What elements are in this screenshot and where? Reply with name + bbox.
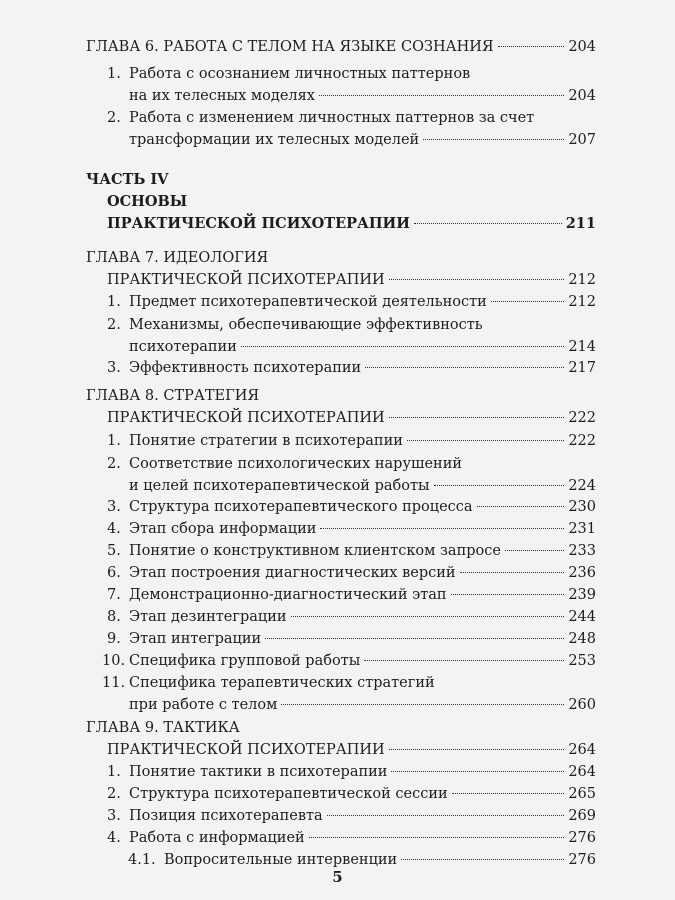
dot-leader xyxy=(477,506,565,507)
toc-entry-title: Механизмы, обеспечивающие эффективность xyxy=(129,317,483,333)
toc-entry xyxy=(107,291,596,313)
toc-entry-number: 1. xyxy=(107,764,121,780)
toc-entry-number: 7. xyxy=(107,587,121,603)
toc-entry-number: 11. xyxy=(102,675,126,691)
dot-leader xyxy=(407,440,564,441)
toc-entry-title: Структура психотерапевтической сессии xyxy=(129,786,448,802)
toc-entry-title: ПРАКТИЧЕСКОЙ ПСИХОТЕРАПИИ xyxy=(107,272,385,288)
dot-leader xyxy=(309,837,565,838)
toc-entry-page: 204 xyxy=(568,39,596,55)
toc-entry xyxy=(107,63,596,107)
toc-entry xyxy=(107,761,596,783)
toc-entry-title: ОСНОВЫ xyxy=(107,193,188,210)
toc-entry-page: 276 xyxy=(568,852,596,868)
toc-entry-page: 269 xyxy=(568,808,596,824)
dot-leader xyxy=(291,616,565,617)
toc-entry-page: 217 xyxy=(568,360,596,376)
toc-entry-title: ГЛАВА 7. ИДЕОЛОГИЯ xyxy=(86,250,269,266)
toc-entry-page: 212 xyxy=(568,272,596,288)
toc-entry-page: 224 xyxy=(568,478,596,494)
toc-entry-title: Позиция психотерапевта xyxy=(129,808,323,824)
toc-entry-title: Этап интеграции xyxy=(129,631,262,647)
dot-leader xyxy=(460,572,565,573)
toc-entry xyxy=(102,650,596,672)
toc-entry xyxy=(86,385,596,429)
toc-entry-page: 248 xyxy=(568,631,596,647)
toc-entry-title: Понятие стратегии в психотерапии xyxy=(129,433,403,449)
dot-leader xyxy=(451,594,565,595)
toc-entry xyxy=(86,169,596,191)
toc-entry-number: 8. xyxy=(107,609,121,625)
dot-leader xyxy=(319,95,564,96)
toc-entry-title: Предмет психотерапевтической деятельности xyxy=(129,294,487,310)
toc-entry xyxy=(107,827,596,849)
toc-entry-title: Структура психотерапевтического процесса xyxy=(129,499,473,515)
toc-entry-title: Демонстрационно-диагностический этап xyxy=(129,587,447,603)
toc-entry xyxy=(107,805,596,827)
toc-entry-title: Этап сбора информации xyxy=(129,521,317,537)
dot-leader xyxy=(498,46,565,47)
toc-entry-title: на их телесных моделях xyxy=(129,88,315,104)
toc-entry-page: 239 xyxy=(568,587,596,603)
toc-entry-number: 1. xyxy=(107,66,121,82)
toc-entry-page: 222 xyxy=(568,433,596,449)
dot-leader xyxy=(241,346,564,347)
toc-entry xyxy=(107,357,596,379)
toc-entry-title: ГЛАВА 9. ТАКТИКА xyxy=(86,720,240,736)
toc-entry-title: ГЛАВА 6. РАБОТА С ТЕЛОМ НА ЯЗЫКЕ СОЗНАНИЯ xyxy=(86,39,494,55)
toc-entry-title: ЧАСТЬ IV xyxy=(86,171,169,188)
toc-entry-number: 2. xyxy=(107,786,121,802)
toc-entry xyxy=(107,562,596,584)
toc-entry-title: ГЛАВА 8. СТРАТЕГИЯ xyxy=(86,388,260,404)
toc-entry-title: Этап построения диагностических версий xyxy=(129,565,456,581)
toc-entry-number: 2. xyxy=(107,110,121,126)
toc-entry-number: 1. xyxy=(107,294,121,310)
toc-entry-title: Работа с изменением личностных паттернов за счет xyxy=(129,110,535,126)
dot-leader xyxy=(365,367,564,368)
toc-entry-number: 3. xyxy=(107,360,121,376)
toc-entry xyxy=(107,430,596,452)
toc-entry-title: Эффективность психотерапии xyxy=(129,360,362,376)
toc-entry-number: 6. xyxy=(107,565,121,581)
toc-entry-title: Этап дезинтеграции xyxy=(129,609,287,625)
toc-entry xyxy=(86,717,596,761)
toc-entry xyxy=(107,314,596,358)
toc-entry-title: Специфика терапевтических стратегий xyxy=(129,675,435,691)
toc-entry-page: 265 xyxy=(568,786,596,802)
toc-entry-number: 4. xyxy=(107,521,121,537)
dot-leader xyxy=(389,749,565,750)
toc-entry xyxy=(107,107,596,151)
toc-entry-title: Вопросительные интервенции xyxy=(164,852,398,868)
toc-entry-number: 5. xyxy=(107,543,121,559)
toc-entry-number: 3. xyxy=(107,499,121,515)
dot-leader xyxy=(452,793,565,794)
dot-leader xyxy=(423,139,564,140)
toc-entry-page: 212 xyxy=(568,294,596,310)
toc-entry-number: 9. xyxy=(107,631,121,647)
dot-leader xyxy=(327,815,565,816)
dot-leader xyxy=(434,485,565,486)
toc-entry xyxy=(107,783,596,805)
toc-entry-page: 253 xyxy=(568,653,596,669)
toc-entry-title: Работа с осознанием личностных паттернов xyxy=(129,66,471,82)
toc-entry-page: 230 xyxy=(568,499,596,515)
toc-entry xyxy=(102,672,596,716)
dot-leader xyxy=(281,704,564,705)
toc-entry-number: 4.1. xyxy=(128,852,156,868)
toc-entry xyxy=(107,496,596,518)
toc-entry xyxy=(107,540,596,562)
toc-entry-number: 10. xyxy=(102,653,126,669)
toc-entry-title: Соответствие психологических нарушений xyxy=(129,456,463,472)
toc-entry-page: 264 xyxy=(568,742,596,758)
page-number: 5 xyxy=(332,868,343,886)
toc-entry xyxy=(107,191,596,235)
toc-entry-number: 3. xyxy=(107,808,121,824)
toc-entry-title: Понятие о конструктивном клиентском запросе xyxy=(129,543,501,559)
dot-leader xyxy=(389,417,565,418)
toc-entry-page: 236 xyxy=(568,565,596,581)
dot-leader xyxy=(401,859,564,860)
toc-entry xyxy=(107,453,596,497)
toc-entry-number: 2. xyxy=(107,317,121,333)
toc-entry-title: при работе с телом xyxy=(129,697,278,713)
toc-entry-title: трансформации их телесных моделей xyxy=(129,132,420,148)
dot-leader xyxy=(389,279,565,280)
toc-entry xyxy=(107,606,596,628)
toc-entry-title: ПРАКТИЧЕСКОЙ ПСИХОТЕРАПИИ xyxy=(107,215,410,232)
toc-entry xyxy=(107,518,596,540)
dot-leader xyxy=(391,771,564,772)
toc-entry xyxy=(86,247,596,291)
toc-entry-page: 207 xyxy=(568,132,596,148)
toc-entry xyxy=(107,628,596,650)
toc-entry-number: 4. xyxy=(107,830,121,846)
toc-entry-page: 264 xyxy=(568,764,596,780)
dot-leader xyxy=(491,301,564,302)
toc-entry-title: ПРАКТИЧЕСКОЙ ПСИХОТЕРАПИИ xyxy=(107,410,385,426)
toc-entry xyxy=(107,584,596,606)
toc-entry-title: Специфика групповой работы xyxy=(129,653,361,669)
toc-entry-title: и целей психотерапевтической работы xyxy=(129,478,430,494)
dot-leader xyxy=(265,638,564,639)
toc-entry-number: 1. xyxy=(107,433,121,449)
toc-entry-page: 214 xyxy=(568,339,596,355)
toc-entry-page: 204 xyxy=(568,88,596,104)
toc-entry-title: Работа с информацией xyxy=(129,830,305,846)
dot-leader xyxy=(505,550,564,551)
toc-entry-page: 231 xyxy=(568,521,596,537)
toc-entry-title: Понятие тактики в психотерапии xyxy=(129,764,388,780)
toc-entry-title: ПРАКТИЧЕСКОЙ ПСИХОТЕРАПИИ xyxy=(107,742,385,758)
toc-entry-page: 244 xyxy=(568,609,596,625)
dot-leader xyxy=(364,660,564,661)
toc-entry-page: 211 xyxy=(565,215,596,232)
toc-entry-title: психотерапии xyxy=(129,339,237,355)
dot-leader xyxy=(320,528,564,529)
toc-entry xyxy=(86,36,596,58)
dot-leader xyxy=(414,223,562,224)
toc-entry-page: 260 xyxy=(568,697,596,713)
toc-entry-page: 276 xyxy=(568,830,596,846)
toc-entry-page: 222 xyxy=(568,410,596,426)
toc-entry-page: 233 xyxy=(568,543,596,559)
toc-entry-number: 2. xyxy=(107,456,121,472)
